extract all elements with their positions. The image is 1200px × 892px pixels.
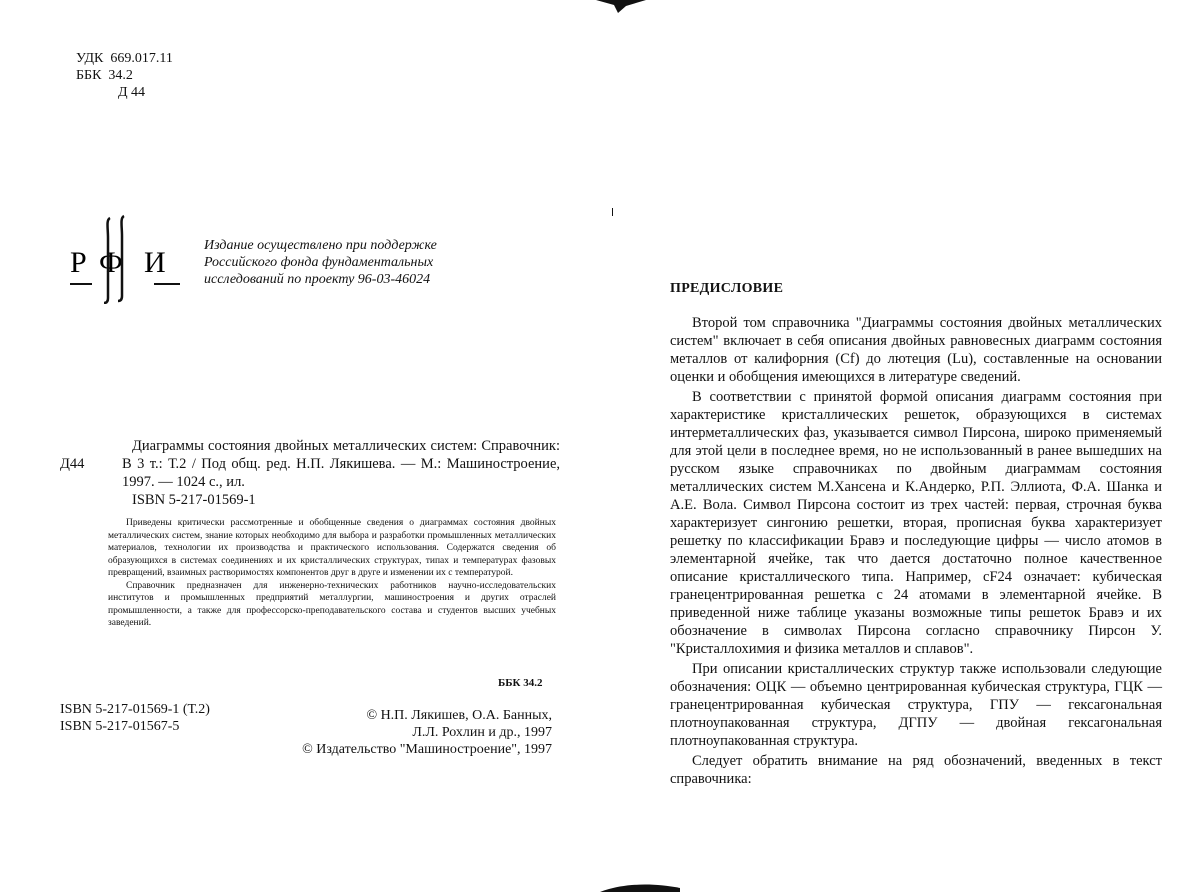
logo-letter-i: И — [144, 246, 166, 279]
support-note — [204, 237, 437, 288]
page-title: ПРЕДИСЛОВИЕ — [670, 281, 784, 296]
bbk-code: ББК 34.2 — [76, 68, 133, 83]
support-line-1: Издание осуществлено при поддержке — [204, 238, 437, 253]
support-line-3: исследований по проекту 96-03-46024 — [204, 272, 431, 287]
preface-paragraph: При описании кристаллических структур также использовали следующие обозначения: ОЦК — объемно центрированная кубическая структура, ГЦК — гранецентрированная кубическая структура, ГПУ — гексагональная плотноупакованная структура, ДГПУ — двойная гексагональная плотноупакованная структура. — [670, 661, 1162, 749]
support-line-2: Российского фонда фундаментальных — [204, 255, 434, 270]
catalog-id: Д44 — [60, 456, 85, 472]
copyright-authors-cont: Л.Л. Рохлин и др., 1997 — [412, 725, 552, 740]
annotation-paragraph: Приведены критически рассмотренные и обобщенные сведения о диаграммах состояния двойных металлических систем, знание которых необходимо для выбора и разработки промышленных металлических материалов, технологии их производства и практического использования. Содержатся сведения об образующихся в системах соединениях и их кристаллических структурах, типах и температурах фазовых превращений, взаимных растворимостях компонентов друг в друге и изменении их с температурой. — [108, 518, 556, 578]
udk-code: УДК 669.017.11 — [76, 51, 173, 66]
classification-codes — [76, 50, 173, 101]
scan-artifact-bottom — [600, 880, 680, 892]
isbn-set: ISBN 5-217-01567-5 — [60, 719, 180, 734]
preface-paragraph: В соответствии с принятой формой описания диаграмм состояния при характеристике кристаллических решеток, образующихся в системах интерметаллических фаз, указывается символ Пирсона, широко применяемый для этой цели в последнее время, но не использованный в ранее вышедших на русском языке справочниках по двойным диаграммам состояния металлических систем М.Хансена и К.Андерко, Р.П. Эллиота, Ф.А. Шанка и А.Е. Вола. Символ Пирсона состоит из трех частей: первая, строчная буква характеризует сингонию решетки, вторая, прописная буква характеризует решетку по классификации Бравэ и последующие цифры — число атомов в элементарной ячейке, так что дается достаточно полное качественное описание кристаллического типа. Например, cF24 означает: кубическая гранецентрированная решетка с 24 атомами в элементарной ячейке. В приведенной ниже таблице указаны возможные типы решеток Бравэ и их обозначение в символах Пирсона согласно справочнику Пирсон У. "Кристаллохимия и физика металлов и сплавов". — [670, 389, 1162, 657]
logo-letter-r: Р — [70, 246, 87, 279]
bbk-bottom: ББК 34.2 — [498, 677, 543, 689]
rffi-logo — [66, 214, 196, 304]
copyright-block — [240, 707, 552, 758]
copyright-publisher: © Издательство "Машиностроение", 1997 — [302, 742, 552, 757]
catalog-entry: Диаграммы состояния двойных металлических систем: Справочник: В 3 т.: Т.2 / Под общ. ред. Н.П. Лякишева. — М.: Машиностроение, 1997. — 1024 с., ил. — [122, 438, 560, 490]
right-page — [600, 0, 1200, 892]
preface-body — [670, 314, 1162, 790]
annotation — [108, 517, 556, 630]
preface-paragraph: Второй том справочника "Диаграммы состояния двойных металлических систем" включает в себя описания двойных равновесных диаграмм состояния металлов от калифорния (Cf) до лютеция (Lu), составленные на основании оценки и обобщения имеющихся в литературе сведений. — [670, 315, 1162, 385]
preface-paragraph: Следует обратить внимание на ряд обозначений, введенных в текст справочника: — [670, 753, 1162, 787]
isbn-block — [60, 701, 210, 735]
catalog-isbn: ISBN 5-217-01569-1 — [132, 492, 256, 508]
scan-speck — [612, 208, 613, 216]
catalog-card — [60, 437, 560, 509]
scan-artifact-top — [596, 0, 646, 14]
logo-letter-f: Ф — [99, 246, 123, 279]
isbn-volume: ISBN 5-217-01569-1 (Т.2) — [60, 702, 210, 717]
annotation-paragraph: Справочник предназначен для инженерно-технических работников научно-исследовательских институтов и промышленных предприятий металлургии, машиностроения и других отраслей промышленности, а также для профессорско-преподавательского состава и студентов высших учебных заведений. — [108, 580, 556, 628]
author-mark: Д 44 — [118, 85, 146, 100]
copyright-authors: © Н.П. Лякишев, О.А. Банных, — [366, 708, 552, 723]
